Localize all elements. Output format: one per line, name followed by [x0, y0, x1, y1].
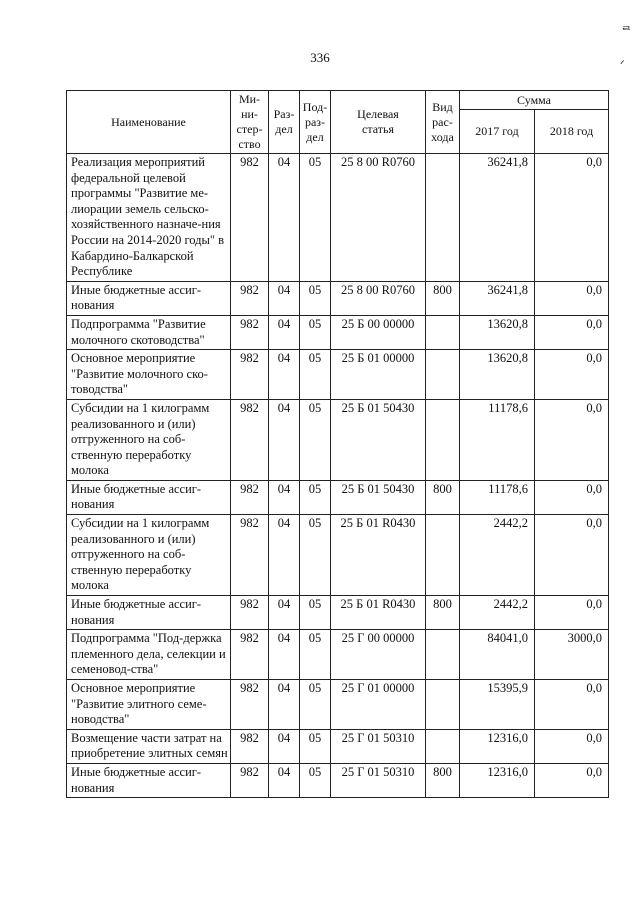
row-sum-2018: 0,0	[535, 350, 609, 400]
row-name: Основное мероприятие "Развитие молочного ско-товодства"	[67, 350, 231, 400]
row-sum-2018: 0,0	[535, 399, 609, 480]
row-name: Основное мероприятие "Развитие элитного семе-новодства"	[67, 680, 231, 730]
row-type: 800	[426, 281, 460, 315]
header-sum: Сумма	[460, 91, 609, 110]
row-type	[426, 350, 460, 400]
row-type	[426, 515, 460, 596]
row-subsection: 05	[300, 315, 331, 349]
row-sum-2017: 2442,2	[460, 515, 535, 596]
row-sum-2017: 36241,8	[460, 281, 535, 315]
row-sum-2017: 84041,0	[460, 630, 535, 680]
row-name: Подпрограмма "Под-держка племенного дела, селекции и семеновод-ства"	[67, 630, 231, 680]
row-section: 04	[269, 154, 300, 282]
row-type: 800	[426, 480, 460, 514]
row-ministry: 982	[231, 515, 269, 596]
row-section: 04	[269, 515, 300, 596]
row-target: 25 8 00 R0760	[331, 281, 426, 315]
row-target: 25 Б 01 R0430	[331, 596, 426, 630]
row-subsection: 05	[300, 399, 331, 480]
row-subsection: 05	[300, 154, 331, 282]
row-sum-2017: 12316,0	[460, 763, 535, 797]
header-subsection: Под- раз- дел	[300, 91, 331, 154]
table-row	[67, 480, 609, 514]
row-subsection: 05	[300, 281, 331, 315]
table-row	[67, 729, 609, 763]
row-name: Субсидии на 1 килограмм реализованного и (или) отгруженного на соб-ственную переработку молока	[67, 399, 231, 480]
table-row	[67, 315, 609, 349]
row-target: 25 Г 01 50310	[331, 763, 426, 797]
row-sum-2018: 0,0	[535, 281, 609, 315]
row-type	[426, 154, 460, 282]
budget-table	[66, 90, 609, 798]
row-target: 25 Б 00 00000	[331, 315, 426, 349]
row-name: Иные бюджетные ассиг-нования	[67, 281, 231, 315]
row-sum-2017: 2442,2	[460, 596, 535, 630]
header-type: Вид рас- хода	[426, 91, 460, 154]
row-name: Субсидии на 1 килограмм реализованного и (или) отгруженного на соб-ственную переработку молока	[67, 515, 231, 596]
row-subsection: 05	[300, 596, 331, 630]
row-section: 04	[269, 350, 300, 400]
row-type	[426, 680, 460, 730]
row-type	[426, 630, 460, 680]
row-target: 25 Г 01 00000	[331, 680, 426, 730]
row-ministry: 982	[231, 281, 269, 315]
row-subsection: 05	[300, 350, 331, 400]
table-row	[67, 281, 609, 315]
header-2018: 2018 год	[535, 110, 609, 154]
row-name: Подпрограмма "Развитие молочного скотоводства"	[67, 315, 231, 349]
row-section: 04	[269, 680, 300, 730]
row-sum-2018: 0,0	[535, 515, 609, 596]
row-ministry: 982	[231, 763, 269, 797]
row-target: 25 8 00 R0760	[331, 154, 426, 282]
row-section: 04	[269, 729, 300, 763]
row-sum-2018: 0,0	[535, 680, 609, 730]
row-ministry: 982	[231, 480, 269, 514]
row-target: 25 Б 01 R0430	[331, 515, 426, 596]
row-section: 04	[269, 281, 300, 315]
header-2017: 2017 год	[460, 110, 535, 154]
row-ministry: 982	[231, 154, 269, 282]
row-sum-2018: 0,0	[535, 763, 609, 797]
row-section: 04	[269, 315, 300, 349]
page-number: 336	[310, 50, 330, 65]
header-section: Раз- дел	[269, 91, 300, 154]
row-ministry: 982	[231, 729, 269, 763]
row-section: 04	[269, 480, 300, 514]
row-target: 25 Б 01 50430	[331, 399, 426, 480]
table-row	[67, 350, 609, 400]
row-sum-2017: 15395,9	[460, 680, 535, 730]
row-ministry: 982	[231, 399, 269, 480]
row-name: Иные бюджетные ассиг-нования	[67, 763, 231, 797]
row-ministry: 982	[231, 630, 269, 680]
row-subsection: 05	[300, 630, 331, 680]
table-row	[67, 596, 609, 630]
table-row	[67, 399, 609, 480]
row-sum-2017: 11178,6	[460, 399, 535, 480]
row-sum-2017: 13620,8	[460, 315, 535, 349]
row-name: Возмещение части затрат на приобретение элитных семян	[67, 729, 231, 763]
table-row	[67, 680, 609, 730]
row-subsection: 05	[300, 729, 331, 763]
row-subsection: 05	[300, 680, 331, 730]
row-sum-2018: 0,0	[535, 480, 609, 514]
row-target: 25 Г 00 00000	[331, 630, 426, 680]
table-row	[67, 515, 609, 596]
row-target: 25 Б 01 50430	[331, 480, 426, 514]
header-name: Наименование	[67, 91, 231, 154]
header-ministry: Ми- ни- стер- ство	[231, 91, 269, 154]
row-type	[426, 729, 460, 763]
row-target: 25 Б 01 00000	[331, 350, 426, 400]
row-sum-2018: 0,0	[535, 596, 609, 630]
row-ministry: 982	[231, 315, 269, 349]
row-sum-2018: 0,0	[535, 315, 609, 349]
row-sum-2017: 13620,8	[460, 350, 535, 400]
row-subsection: 05	[300, 763, 331, 797]
row-section: 04	[269, 630, 300, 680]
row-subsection: 05	[300, 515, 331, 596]
margin-mark-bottom: ᐟ	[620, 59, 625, 71]
row-name: Реализация мероприятий федеральной целевой программы "Развитие ме-лиорации земель сельско-хозяйственного назначе-ния России на 2014-2020 годы" в Кабардино-Балкарской Республике	[67, 154, 231, 282]
table-row	[67, 630, 609, 680]
row-ministry: 982	[231, 596, 269, 630]
row-name: Иные бюджетные ассиг-нования	[67, 480, 231, 514]
row-sum-2017: 11178,6	[460, 480, 535, 514]
row-sum-2018: 3000,0	[535, 630, 609, 680]
header-target: Целевая статья	[331, 91, 426, 154]
row-type: 800	[426, 596, 460, 630]
row-section: 04	[269, 596, 300, 630]
row-type: 800	[426, 763, 460, 797]
table-row	[67, 763, 609, 797]
row-type	[426, 399, 460, 480]
row-type	[426, 315, 460, 349]
row-target: 25 Г 01 50310	[331, 729, 426, 763]
row-section: 04	[269, 399, 300, 480]
row-ministry: 982	[231, 680, 269, 730]
row-sum-2017: 36241,8	[460, 154, 535, 282]
row-sum-2017: 12316,0	[460, 729, 535, 763]
row-section: 04	[269, 763, 300, 797]
row-name: Иные бюджетные ассиг-нования	[67, 596, 231, 630]
margin-mark-top: ᄅ	[620, 25, 633, 40]
row-subsection: 05	[300, 480, 331, 514]
row-sum-2018: 0,0	[535, 154, 609, 282]
row-sum-2018: 0,0	[535, 729, 609, 763]
row-ministry: 982	[231, 350, 269, 400]
table-row	[67, 154, 609, 282]
